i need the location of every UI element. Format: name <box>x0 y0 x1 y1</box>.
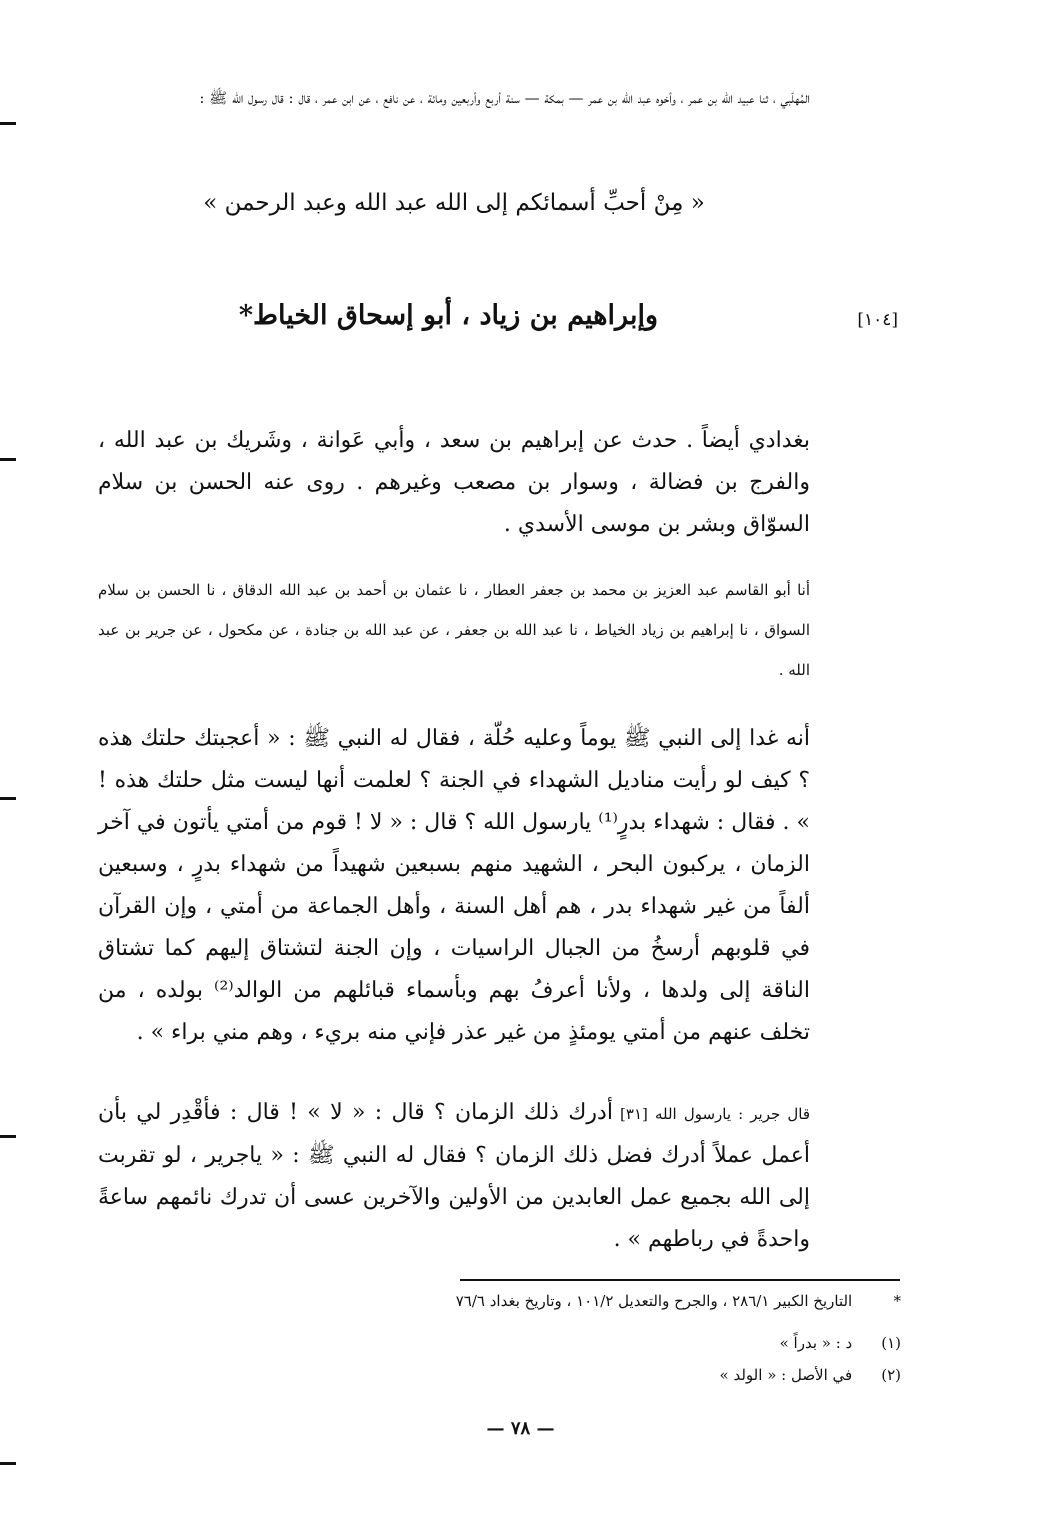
margin-mark <box>0 458 16 461</box>
footnote-text: في الأصل : « الولد » <box>719 1366 853 1384</box>
hadith-continuation-text: أدرك ذلك الزمان ؟ قال : « لا » ! قال : فأقْدِر لي بأن أعمل عملاً أدرك فضل ذلك الزمان ؟ فقال له النبي ﷺ : « ياجرير ، لو تقربت إلى الله بجميع عمل العابدين من الأولين والآخرين عسى أن تدرك نائمهم ساعةً واحدةً في رباطهم » . <box>98 1100 810 1252</box>
margin-mark <box>0 1462 16 1465</box>
footnote-separator <box>460 1279 900 1281</box>
hadith-paragraph: أنه غدا إلى النبي ﷺ يوماً وعليه حُلّة ، فقال له النبي ﷺ : « أعجبتك حلتك هذه ؟ كيف لو رأيت مناديل الشهداء في الجنة ؟ لعلمت أنها ليست مثل حلتك هذه ! » . فقال : شهداء بدرٍ⁽¹⁾ يارسول الله ؟ قال : « لا ! قوم من أمتي يأتون في آخر الزمان ، يركبون البحر ، الشهيد منهم بسبعين شهيداً من شهداء بدرٍ ، وسبعين ألفاً من غير شهداء بدر ، هم أهل السنة ، وأهل الجماعة من أمتي ، وإن القرآن في قلوبهم أرسخُ من الجبال الراسيات ، وإن الجنة لتشتاق إليهم كما تشتاق الناقة إلى ولدها ، ولأنا أعرفُ بهم وبأسماء قبائلهم من الوالد⁽²⁾ بولده ، من تخلف عنهم من أمتي يومئذٍ من غير عذر فإني منه بريء ، وهم مني براء » . <box>98 726 810 1045</box>
footnote-mark: (١) <box>881 1334 901 1352</box>
footnote-source <box>221 1292 901 1310</box>
footnote-mark: * <box>893 1292 901 1310</box>
entry-heading <box>98 300 898 350</box>
top-isnad-text: المُهلّبي ، ثنا عبيد الله بن عمر ، وأخوه عبد الله بن عمر — بمكة — سنة أربع وأربعين ومائة ، عن نافع ، عن ابن عمر ، قال : قال رسول الله ﷺ : <box>199 89 810 107</box>
page-number: — ٧٨ — <box>486 1418 555 1439</box>
hadith-continuation-lead: قال جرير : يارسول الله [٣١] <box>612 1105 811 1123</box>
footnote-text: التاريخ الكبير ٢٨٦/١ ، والجرح والتعديل ١٠١/٢ ، وتاريخ بغداد ٧٦/٦ <box>455 1292 853 1310</box>
footnote-text: د : « بدراً » <box>779 1334 853 1352</box>
entry-number: [١٠٤] <box>857 310 898 330</box>
hadith-continuation-paragraph <box>98 1092 810 1261</box>
isnad-paragraph: أنا أبو القاسم عبد العزيز بن محمد بن جعفر العطار ، نا عثمان بن أحمد بن عبد الله الدقاق ، نا الحسن بن سلام السواق ، نا إبراهيم بن زياد الخياط ، نا عبد الله بن جعفر ، عن عبد الله بن جنادة ، عن مكحول ، عن جرير بن عبد الله . <box>98 581 810 679</box>
margin-mark <box>0 1135 16 1138</box>
footnote-2 <box>221 1366 901 1384</box>
hadith-quote: « مِنْ أحبِّ أسمائكم إلى الله عبد الله وعبد الرحمن » <box>203 190 705 216</box>
footnote-mark: (٢) <box>881 1366 901 1384</box>
margin-mark <box>0 122 16 125</box>
entry-title: وإبراهيم بن زياد ، أبو إسحاق الخياط* <box>238 300 658 331</box>
footnote-1 <box>221 1334 901 1352</box>
margin-mark <box>0 797 16 800</box>
biography-paragraph: بغدادي أيضاً . حدث عن إبراهيم بن سعد ، وأبي عَوانة ، وشَريك بن عبد الله ، والفرج بن فضالة ، وسوار بن مصعب وغيرهم . روى عنه الحسن بن سلام السوّاق وبشر بن موسى الأسدي . <box>98 428 810 537</box>
